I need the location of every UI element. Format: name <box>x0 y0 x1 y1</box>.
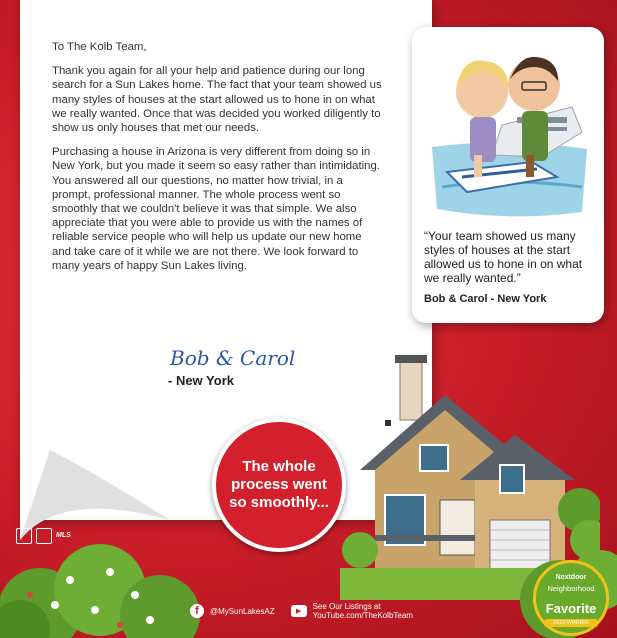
signature-name: - New York <box>168 373 234 388</box>
equal-housing-icon <box>16 528 32 544</box>
facebook-icon[interactable]: f <box>190 604 204 618</box>
letter-greeting: To The Kolb Team, <box>52 41 147 53</box>
youtube-icon[interactable]: ▶ <box>291 605 307 617</box>
nextdoor-badge <box>533 560 609 636</box>
bubble-text: The whole process went so smoothly... <box>229 458 329 511</box>
youtube-line-1: See Our Listings at <box>312 602 381 611</box>
badge-line-2: Favorite <box>545 601 597 616</box>
quote-text: “Your team showed us many styles of houses at the start allowed us to hone in on what we really wanted.” <box>424 229 583 285</box>
letter-body <box>52 40 382 283</box>
badge-year: 2019 WINNER <box>544 619 598 627</box>
facebook-handle[interactable]: @MySunLakesAZ <box>210 606 275 616</box>
mls-logo: MLS <box>56 531 71 539</box>
compliance-logos <box>16 528 78 544</box>
badge-brand: Nextdoor <box>555 574 587 581</box>
social-links <box>190 602 413 620</box>
realtor-icon <box>36 528 52 544</box>
bushes-decoration <box>0 520 617 638</box>
caricature-illustration <box>422 37 594 227</box>
quote-author: Bob & Carol - New York <box>424 293 547 305</box>
youtube-link[interactable] <box>313 602 413 620</box>
youtube-line-2: YouTube.com/TheKolbTeam <box>312 611 413 620</box>
signature-script: Bob & Carol <box>170 346 296 370</box>
badge-line-1: Neighborhood <box>547 584 595 593</box>
quote-card <box>412 27 604 323</box>
letter-paragraph-2: Purchasing a house in Arizona is very different from doing so in New York, but you made it seem so easy rather than intimidating. You answered all our questions, no matter how trivial, in a prompt, professional manner. The whole process went so smoothly that we couldn't believe it was that simple. We also appreciate that you were able to provide us with the names of reliable service people who will help us update our new home and take care of it while we are not there. We look forward to many years of happy Sun Lakes living. <box>52 146 380 272</box>
letter-paragraph-1: Thank you again for all your help and patience during our long search for a Sun Lakes home. The fact that your team showed us many styles of houses at the start allowed us to hone in on what we really wanted. Once that was decided you worked diligently to show us only houses that met our needs. <box>52 65 382 135</box>
